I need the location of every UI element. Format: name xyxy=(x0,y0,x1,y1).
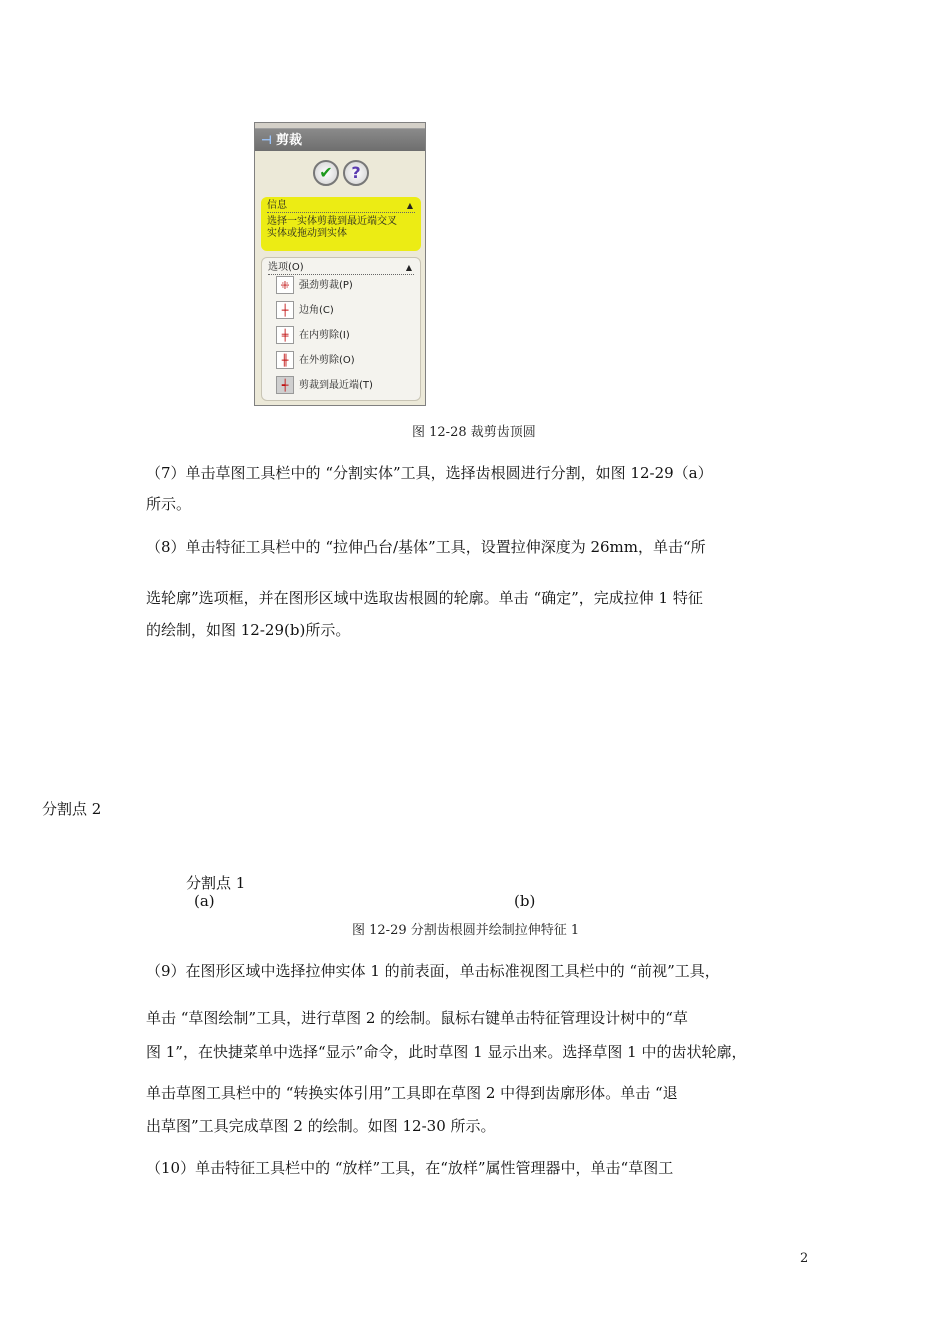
paragraph-line: （7）单击草图工具栏中的 “分割实体”工具，选择齿根圆进行分割，如图 12-29（a） xyxy=(146,464,713,482)
figure-label-a: (a) xyxy=(194,892,215,910)
option-label: 强劲剪裁(P) xyxy=(299,280,353,291)
option-power-trim[interactable] xyxy=(276,276,353,296)
options-header[interactable] xyxy=(268,261,414,275)
option-corner[interactable] xyxy=(276,301,334,321)
paragraph-line: 的绘制，如图 12-29(b)所示。 xyxy=(146,621,351,639)
paragraph-line: 选轮廓”选项框，并在图形区域中选取齿根圆的轮廓。单击 “确定”，完成拉伸 1 特征 xyxy=(146,589,703,607)
options-box xyxy=(261,257,421,401)
trim-outside-icon: ╫ xyxy=(276,351,294,369)
figure-caption: 图 12-29 分割齿根圆并绘制拉伸特征 1 xyxy=(352,923,580,938)
paragraph-line: 单击草图工具栏中的 “转换实体引用”工具即在草图 2 中得到齿廓形体。单击 “退 xyxy=(146,1084,678,1102)
page-number: 2 xyxy=(800,1251,809,1266)
info-box xyxy=(261,197,421,251)
collapse-icon[interactable]: ▲ xyxy=(406,201,413,210)
collapse-icon[interactable]: ▲ xyxy=(405,263,412,272)
option-trim-to-closest[interactable] xyxy=(276,376,373,396)
figure-label-split-point-1: 分割点 1 xyxy=(186,874,246,892)
paragraph-line: （10）单击特征工具栏中的 “放样”工具，在“放样”属性管理器中，单击“草图工 xyxy=(146,1159,674,1177)
panel-title: 剪裁 xyxy=(275,133,302,148)
paragraph-line: （9）在图形区域中选择拉伸实体 1 的前表面，单击标准视图工具栏中的 “前视”工具， xyxy=(146,962,720,980)
options-header-label: 选项(O) xyxy=(268,262,304,273)
power-trim-icon: ⁜ xyxy=(276,276,294,294)
paragraph-line: 出草图”工具完成草图 2 的绘制。如图 12-30 所示。 xyxy=(146,1117,496,1135)
info-text-line2: 实体或拖动到实体 xyxy=(267,228,347,239)
figure-label-split-point-2: 分割点 2 xyxy=(42,800,102,818)
trim-property-manager xyxy=(254,122,426,406)
option-label: 在外剪除(O) xyxy=(299,355,355,366)
paragraph-line: 单击 “草图绘制”工具，进行草图 2 的绘制。鼠标右键单击特征管理设计树中的“草 xyxy=(146,1009,688,1027)
option-label: 剪裁到最近端(T) xyxy=(299,380,373,391)
option-label: 边角(C) xyxy=(299,305,334,316)
info-header[interactable] xyxy=(267,200,415,213)
corner-icon: ┼ xyxy=(276,301,294,319)
info-text-line1: 选择一实体剪裁到最近端交叉 xyxy=(267,216,397,227)
info-header-label: 信息 xyxy=(267,200,287,211)
ok-button[interactable]: ✔ xyxy=(313,160,339,186)
paragraph-line: 图 1”，在快捷菜单中选择“显示”命令，此时草图 1 显示出来。选择草图 1 中的齿状轮廓， xyxy=(146,1043,747,1061)
figure-label-b: (b) xyxy=(514,892,536,910)
figure-caption: 图 12-28 裁剪齿顶圆 xyxy=(412,425,536,440)
option-trim-inside[interactable] xyxy=(276,326,350,346)
paragraph-line: （8）单击特征工具栏中的 “拉伸凸台/基体”工具，设置拉伸深度为 26mm，单击“所 xyxy=(146,538,706,556)
paragraph-line: 所示。 xyxy=(146,495,192,513)
trim-icon: ⊣ xyxy=(261,133,272,147)
panel-title-bar xyxy=(255,129,425,151)
option-trim-outside[interactable] xyxy=(276,351,355,371)
option-label: 在内剪除(I) xyxy=(299,330,350,341)
help-button[interactable]: ? xyxy=(343,160,369,186)
trim-inside-icon: ╪ xyxy=(276,326,294,344)
trim-to-closest-icon: ┽ xyxy=(276,376,294,394)
